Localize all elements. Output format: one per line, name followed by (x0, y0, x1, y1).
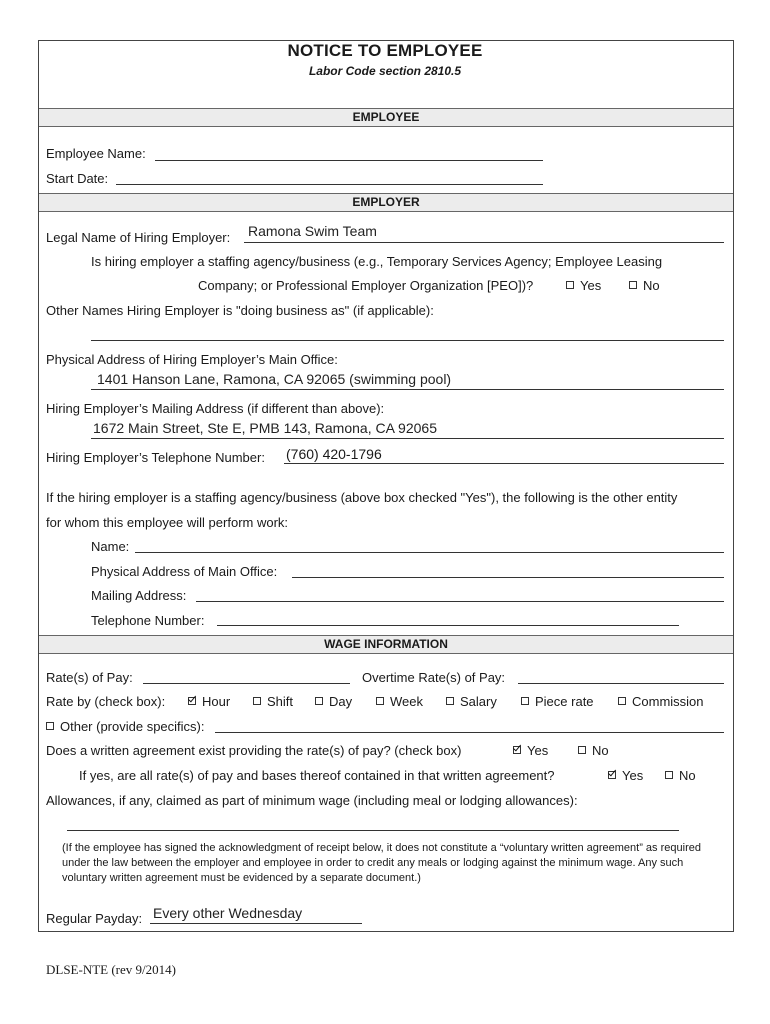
physical-address-field[interactable] (91, 389, 724, 390)
mailing-address-field[interactable] (91, 438, 724, 439)
dba-label: Other Names Hiring Employer is "doing business as" (if applicable): (46, 303, 434, 318)
contained-question: If yes, are all rate(s) of pay and bases thereof contained in that written agreement? (79, 768, 555, 783)
agreement-yes-checkbox[interactable] (513, 746, 521, 754)
staffing-question-line2: Company; or Professional Employer Organization [PEO])? (198, 278, 534, 293)
legal-name-label: Legal Name of Hiring Employer: (46, 230, 231, 245)
rate-label: Rate(s) of Pay: (46, 670, 133, 685)
other-name-label: Name: (91, 539, 130, 554)
rate-option-day[interactable] (315, 694, 352, 709)
contained-no-label: No (679, 768, 696, 783)
employee-name-field[interactable] (155, 160, 543, 161)
piece-rate-label: Piece rate (535, 694, 594, 709)
employee-name-label: Employee Name: (46, 146, 146, 161)
voluntary-agreement-note: (If the employee has signed the acknowledgment of receipt below, it does not constitute a “voluntary written agreement” as required under the law between the employer and employee in order to credit any meals or lodging against the minimum wage. Any such voluntary written agreement must be evidenced by a separate document.) (62, 842, 701, 884)
legal-name-field[interactable] (244, 242, 724, 243)
start-date-field[interactable] (116, 184, 543, 185)
overtime-label: Overtime Rate(s) of Pay: (362, 670, 506, 685)
allowances-label: Allowances, if any, claimed as part of minimum wage (including meal or lodging allowances): (46, 793, 578, 808)
payday-value: Every other Wednesday (153, 905, 303, 921)
contained-no-checkbox[interactable] (665, 771, 673, 779)
mailing-address-value: 1672 Main Street, Ste E, PMB 143, Ramona, CA 92065 (93, 420, 437, 436)
rate-option-other[interactable] (46, 719, 205, 734)
other-phone-field[interactable] (217, 625, 679, 626)
contained-no-option[interactable] (665, 768, 696, 783)
payday-field[interactable] (150, 923, 362, 924)
employer-section-header: EMPLOYER (39, 193, 733, 212)
staffing-no-option[interactable] (629, 278, 660, 293)
wage-section-header: WAGE INFORMATION (39, 635, 733, 654)
allowances-field[interactable] (67, 830, 679, 831)
agreement-question: Does a written agreement exist providing the rate(s) of pay? (check box) (46, 743, 462, 758)
employee-section-header: EMPLOYEE (39, 108, 733, 127)
mailing-address-label: Hiring Employer’s Mailing Address (if different than above): (46, 401, 385, 416)
other-address-label: Physical Address of Main Office: (91, 564, 278, 579)
agreement-yes-label: Yes (527, 743, 549, 758)
salary-label: Salary (460, 694, 497, 709)
commission-label: Commission (632, 694, 704, 709)
other-specifics-field[interactable] (215, 732, 724, 733)
rate-by-label: Rate by (check box): (46, 694, 166, 709)
agreement-no-label: No (592, 743, 609, 758)
agreement-no-checkbox[interactable] (578, 746, 586, 754)
start-date-label: Start Date: (46, 171, 109, 186)
shift-label: Shift (267, 694, 294, 709)
agreement-yes-option[interactable] (513, 743, 548, 758)
other-entity-line2: for whom this employee will perform work: (46, 515, 289, 530)
week-label: Week (390, 694, 423, 709)
other-name-field[interactable] (135, 552, 724, 553)
other-phone-label: Telephone Number: (91, 613, 205, 628)
other-mailing-label: Mailing Address: (91, 588, 187, 603)
form-id: DLSE-NTE (rev 9/2014) (46, 962, 176, 977)
staffing-yes-label: Yes (580, 278, 602, 293)
rate-option-hour[interactable] (188, 694, 230, 709)
day-label: Day (329, 694, 353, 709)
shift-checkbox[interactable] (253, 697, 261, 705)
staffing-question-line1: Is hiring employer a staffing agency/business (e.g., Temporary Services Agency; Employee Leasing (91, 254, 663, 269)
contained-yes-label: Yes (622, 768, 644, 783)
rate-field[interactable] (143, 683, 350, 684)
hour-label: Hour (202, 694, 231, 709)
staffing-yes-option[interactable] (566, 278, 601, 293)
rate-option-shift[interactable] (253, 694, 293, 709)
form-title: NOTICE TO EMPLOYEE (287, 41, 483, 60)
contained-yes-checkbox[interactable] (608, 771, 616, 779)
other-mailing-field[interactable] (196, 601, 724, 602)
staffing-no-label: No (643, 278, 660, 293)
legal-name-value: Ramona Swim Team (248, 223, 377, 239)
telephone-label: Hiring Employer’s Telephone Number: (46, 450, 265, 465)
form-subtitle: Labor Code section 2810.5 (308, 64, 462, 78)
physical-address-value: 1401 Hanson Lane, Ramona, CA 92065 (swimming pool) (97, 371, 452, 387)
other-address-field[interactable] (292, 577, 724, 578)
day-checkbox[interactable] (315, 697, 323, 705)
other-entity-line1: If the hiring employer is a staffing agency/business (above box checked "Yes"), the following is the other entity (46, 490, 678, 505)
staffing-yes-checkbox[interactable] (566, 281, 574, 289)
salary-checkbox[interactable] (446, 697, 454, 705)
physical-address-label: Physical Address of Hiring Employer’s Main Office: (46, 352, 338, 367)
week-checkbox[interactable] (376, 697, 384, 705)
other-checkbox[interactable] (46, 722, 54, 730)
rate-option-week[interactable] (376, 694, 423, 709)
rate-option-piece-rate[interactable] (521, 694, 594, 709)
telephone-field[interactable] (284, 463, 724, 464)
overtime-field[interactable] (518, 683, 724, 684)
agreement-no-option[interactable] (578, 743, 609, 758)
dba-field[interactable] (91, 340, 724, 341)
staffing-no-checkbox[interactable] (629, 281, 637, 289)
payday-label: Regular Payday: (46, 911, 143, 926)
rate-option-salary[interactable] (446, 694, 497, 709)
rate-option-commission[interactable] (618, 694, 704, 709)
hour-checkbox[interactable] (188, 697, 196, 705)
contained-yes-option[interactable] (608, 768, 643, 783)
commission-checkbox[interactable] (618, 697, 626, 705)
telephone-value: (760) 420-1796 (286, 446, 382, 462)
piece-rate-checkbox[interactable] (521, 697, 529, 705)
other-label: Other (provide specifics): (60, 719, 205, 734)
